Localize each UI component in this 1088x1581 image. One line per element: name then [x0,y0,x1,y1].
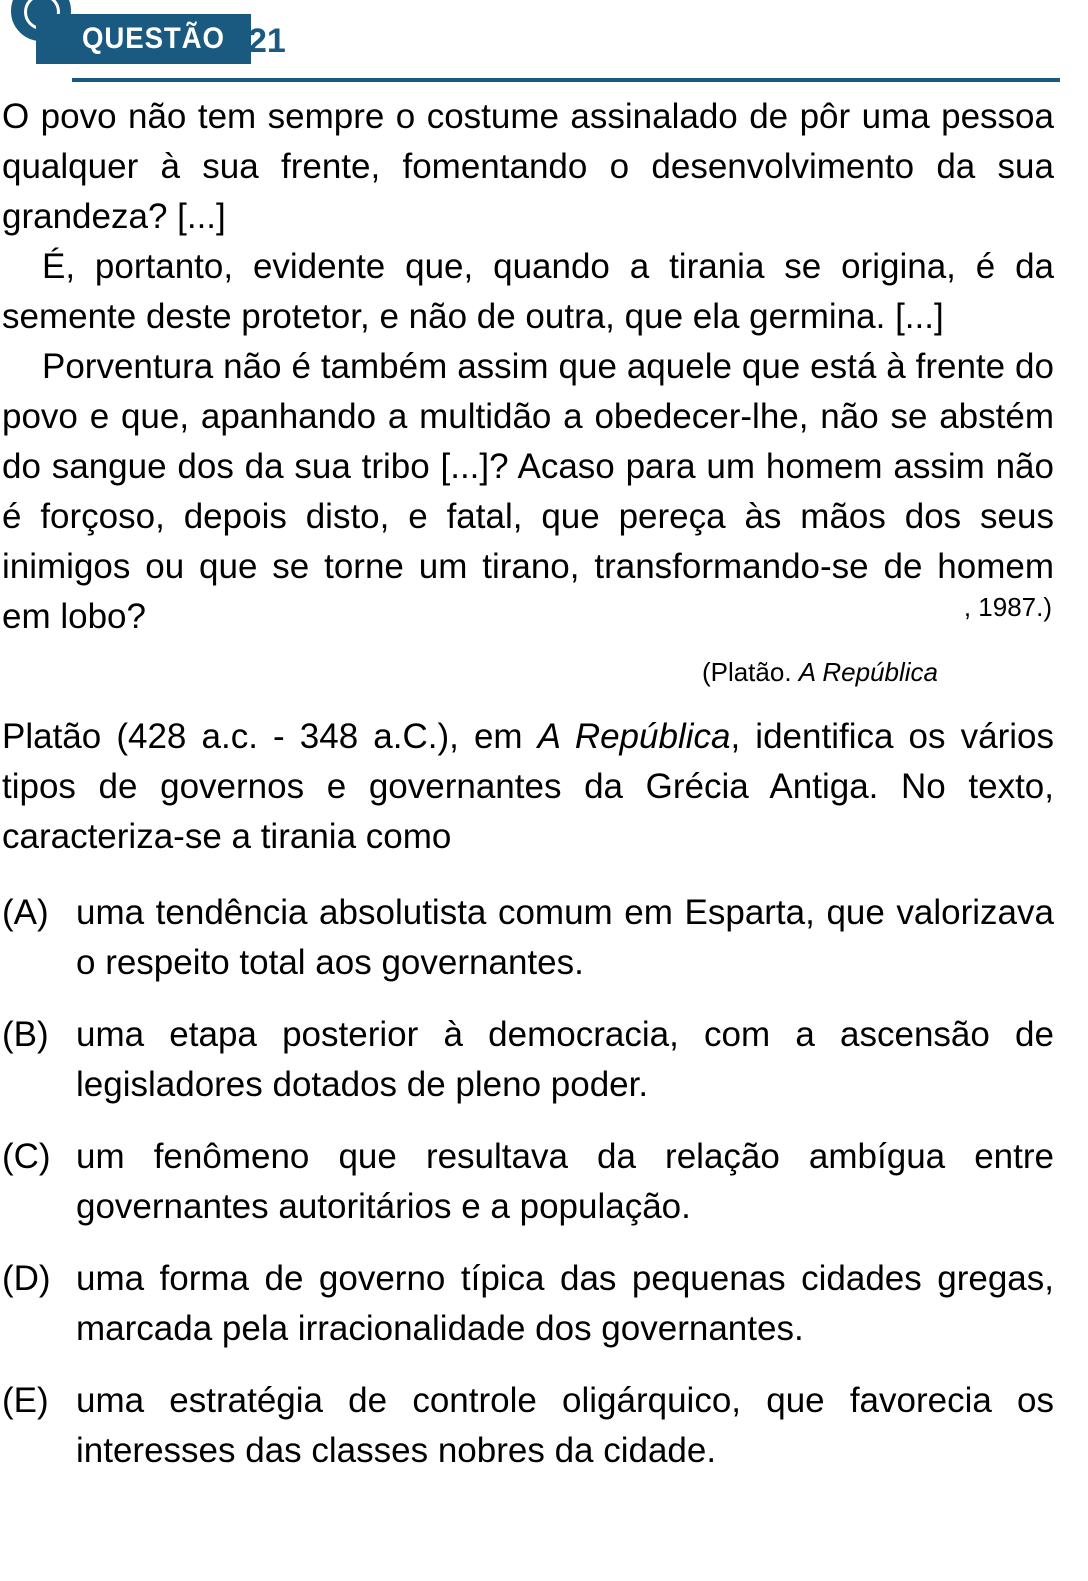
question-banner-label: QUESTÃO [82,22,225,55]
option-e-letter: (E) [2,1381,49,1420]
excerpt-paragraph-2 [2,242,1054,342]
option-a[interactable] [2,888,1054,988]
question-banner [36,14,251,64]
option-a-letter: (A) [2,893,49,932]
source-work: A República [798,657,938,687]
option-c-text: um fenômeno que resultava da relação ambígua entre governantes autoritários e a população. [76,1137,1054,1226]
excerpt-paragraph-2-text: É, portanto, evidente que, quando a tirania se origina, é da semente deste protetor, e não de outra, que ela germina. [...] [2,247,1054,336]
excerpt-paragraph-3 [2,342,1054,642]
stem-part-1: Platão (428 a.c. - 348 a.C.), em [2,717,538,756]
stem-part-2: , identifica os vários tipos de governos e governantes da Grécia Antiga. No texto, caracteriza-se a tirania como [2,717,1054,856]
option-d-text: uma forma de governo típica das pequenas cidades gregas, marcada pela irracionalidade dos governantes. [76,1259,1054,1348]
question-stem [2,712,1054,862]
excerpt-paragraph-3-text: Porventura não é também assim que aquele que está à frente do povo e que, apanhando a multidão a obedecer-lhe, não se abstém do sangue dos da sua tribo [...]? Acaso para um homem assim não é forçoso, depois disto, e fatal, que pereça às mãos dos seus inimigos ou que se torne um tirano, transformando-se de homem em lobo? [2,347,1054,636]
option-a-text: uma tendência absolutista comum em Esparta, que valorizava o respeito total aos governantes. [76,893,1054,982]
question-number: 21 [248,22,286,60]
option-b-letter: (B) [2,1015,49,1054]
question-header [0,0,1070,86]
option-b[interactable] [2,1010,1054,1110]
option-c[interactable] [2,1132,1054,1232]
source-year: , 1987.) [963,592,1052,622]
source-author: (Platão. [701,657,799,687]
option-d[interactable] [2,1254,1054,1354]
source-reference [2,656,1054,688]
option-c-letter: (C) [2,1137,51,1176]
excerpt-paragraph-1: O povo não tem sempre o costume assinalado de pôr uma pessoa qualquer à sua frente, fomentando o desenvolvimento da sua grandeza? [...] [2,97,1054,236]
option-b-text: uma etapa posterior à democracia, com a ascensão de legisladores dotados de pleno poder. [76,1015,1054,1104]
option-d-letter: (D) [2,1259,51,1298]
header-divider [72,78,1060,82]
stem-work-title: A República [537,717,731,756]
option-e-text: uma estratégia de controle oligárquico, que favorecia os interesses das classes nobres da cidade. [76,1381,1054,1470]
answer-options [2,888,1054,1476]
question-content [0,86,1070,1476]
option-e[interactable] [2,1376,1054,1476]
